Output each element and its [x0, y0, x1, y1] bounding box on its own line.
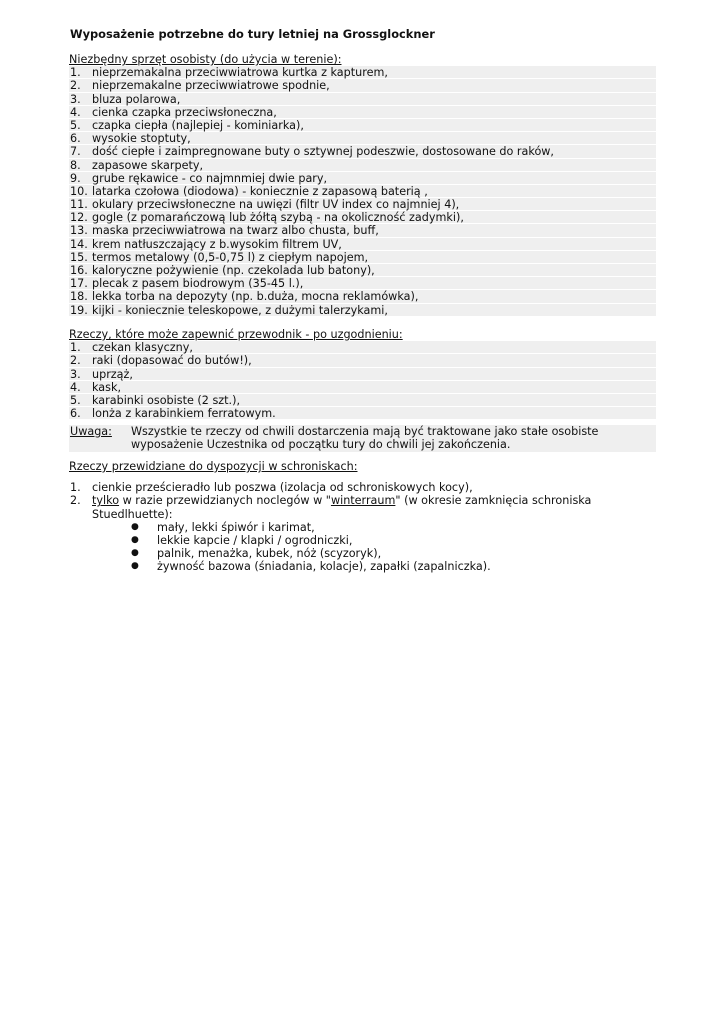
note-line-1: Wszystkie te rzeczy od chwili dostarczenia mają być traktowane jako stałe osobiste	[131, 425, 599, 438]
personal-equipment-item-text: kijki - koniecznie teleskopowe, z dużymi talerzykami,	[92, 303, 388, 317]
personal-equipment-item	[69, 159, 656, 172]
personal-equipment-item-number: 13.	[70, 224, 88, 238]
winterraum-bullet-item	[131, 560, 656, 573]
personal-equipment-list	[69, 66, 656, 317]
guide-equipment-list	[69, 341, 656, 420]
personal-equipment-item-number: 11.	[70, 198, 88, 212]
note-line-2: wyposażenie Uczestnika od początku tury do chwili jej zakończenia.	[131, 438, 511, 452]
hut-item-2	[69, 494, 656, 520]
guide-equipment-item-text: karabinki osobiste (2 szt.),	[92, 393, 241, 407]
hut-item-2-emphasis: tylko	[92, 494, 120, 508]
personal-equipment-item-number: 7.	[70, 145, 81, 159]
guide-equipment-item-text: raki (dopasować do butów!),	[92, 354, 252, 368]
personal-equipment-item-number: 18.	[70, 290, 88, 304]
personal-equipment-item-text: czapka ciepła (najlepiej - kominiarka),	[92, 118, 304, 132]
personal-equipment-section	[69, 53, 656, 317]
guide-equipment-item-text: lonża z karabinkiem ferratowym.	[92, 407, 276, 421]
personal-equipment-item-number: 5.	[70, 118, 81, 132]
personal-equipment-item-number: 14.	[70, 237, 88, 251]
personal-equipment-item	[69, 132, 656, 145]
personal-equipment-item	[69, 304, 656, 317]
personal-equipment-item-number: 10.	[70, 184, 88, 198]
hut-equipment-heading: Rzeczy przewidziane do dyspozycji w schroniskach:	[69, 460, 358, 473]
personal-equipment-item	[69, 79, 656, 92]
personal-equipment-item-text: bluza polarowa,	[92, 92, 181, 106]
guide-equipment-heading: Rzeczy, które może zapewnić przewodnik - po uzgodnieniu:	[69, 328, 403, 341]
bullet-dot-icon: ●	[131, 534, 139, 545]
personal-equipment-item	[69, 145, 656, 158]
hut-item-2-text-d: " (w okresie zamknięcia schroniska Stuedlhuette):	[92, 494, 592, 521]
hut-item-1-text: cienkie prześcieradło lub poszwa (izolacja od schroniskowych kocy),	[92, 481, 473, 495]
personal-equipment-item-number: 6.	[70, 132, 81, 146]
personal-equipment-item-number: 15.	[70, 250, 88, 264]
guide-equipment-item-text: uprząż,	[92, 367, 133, 381]
guide-equipment-item	[69, 368, 656, 381]
personal-equipment-item	[69, 290, 656, 303]
hut-equipment-section	[69, 460, 656, 574]
personal-equipment-item	[69, 66, 656, 79]
personal-equipment-item-text: latarka czołowa (diodowa) - koniecznie z zapasową baterią ,	[92, 184, 428, 198]
guide-equipment-section	[69, 328, 656, 420]
personal-equipment-item-text: plecak z pasem biodrowym (35-45 l.),	[92, 277, 304, 291]
note-label: Uwaga:	[70, 425, 112, 438]
guide-equipment-item-text: kask,	[92, 380, 122, 394]
personal-equipment-item-number: 4.	[70, 105, 81, 119]
personal-equipment-heading: Niezbędny sprzęt osobisty (do użycia w terenie):	[69, 53, 342, 66]
personal-equipment-item-text: kaloryczne pożywienie (np. czekolada lub batony),	[92, 264, 375, 277]
personal-equipment-item	[69, 185, 656, 198]
bullet-dot-icon: ●	[131, 521, 139, 532]
personal-equipment-item-number: 17.	[70, 277, 88, 291]
personal-equipment-item-text: grube rękawice - co najmnmiej dwie pary,	[92, 171, 328, 185]
note-block	[69, 425, 656, 452]
personal-equipment-item-text: nieprzemakalna przeciwwiatrowa kurtka z kapturem,	[92, 66, 388, 80]
winterraum-bullet-text: palnik, menażka, kubek, nóż (scyzoryk),	[157, 547, 382, 561]
guide-equipment-item	[69, 354, 656, 367]
winterraum-bullet-text: żywność bazowa (śniadania, kolacje), zapałki (zapalniczka).	[157, 560, 491, 574]
personal-equipment-item	[69, 198, 656, 211]
winterraum-bullet-text: lekkie kapcie / klapki / ogrodniczki,	[157, 533, 353, 547]
personal-equipment-item	[69, 224, 656, 237]
hut-item-1	[69, 481, 656, 494]
personal-equipment-item-number: 12.	[70, 211, 88, 225]
personal-equipment-item-number: 9.	[70, 171, 81, 185]
guide-equipment-item	[69, 381, 656, 394]
guide-equipment-item-number: 1.	[70, 341, 81, 355]
personal-equipment-item-number: 3.	[70, 92, 81, 106]
personal-equipment-item-text: okulary przeciwsłoneczne na uwięzi (filtr UV index co najmniej 4),	[92, 198, 460, 212]
personal-equipment-item	[69, 106, 656, 119]
winterraum-bullet-list	[131, 521, 656, 574]
personal-equipment-item-text: maska przeciwwiatrowa na twarz albo chusta, buff,	[92, 224, 379, 238]
personal-equipment-item-text: termos metalowy (0,5-0,75 l) z ciepłym napojem,	[92, 250, 369, 264]
personal-equipment-item-text: dość ciepłe i zaimpregnowane buty o sztywnej podeszwie, dostosowane do raków,	[92, 145, 554, 159]
guide-equipment-item-text: czekan klasyczny,	[92, 341, 193, 355]
document-title: Wyposażenie potrzebne do tury letniej na Grossglockner	[70, 27, 435, 41]
personal-equipment-item-text: zapasowe skarpety,	[92, 158, 204, 172]
guide-equipment-item-number: 6.	[70, 407, 81, 421]
personal-equipment-item	[69, 172, 656, 185]
personal-equipment-item-text: lekka torba na depozyty (np. b.duża, mocna reklamówka),	[92, 290, 419, 304]
guide-equipment-item-number: 4.	[70, 380, 81, 394]
bullet-dot-icon: ●	[131, 548, 139, 559]
personal-equipment-item-number: 2.	[70, 79, 81, 93]
guide-equipment-item	[69, 394, 656, 407]
hut-item-2-number: 2.	[70, 494, 81, 508]
guide-equipment-item	[69, 341, 656, 354]
hut-item-2-text-b: w razie przewidzianych noclegów w "	[119, 494, 331, 508]
personal-equipment-item	[69, 119, 656, 132]
bullet-dot-icon: ●	[131, 561, 139, 572]
personal-equipment-item-number: 8.	[70, 158, 81, 172]
guide-equipment-item-number: 5.	[70, 393, 81, 407]
winterraum-term: winterraum	[330, 494, 396, 508]
guide-equipment-item	[69, 407, 656, 420]
personal-equipment-item-text: cienka czapka przeciwsłoneczna,	[92, 105, 277, 119]
personal-equipment-item-text: wysokie stoptuty,	[92, 132, 191, 146]
winterraum-bullet-text: mały, lekki śpiwór i karimat,	[157, 520, 315, 534]
guide-equipment-item-number: 2.	[70, 354, 81, 368]
hut-item-2-text	[92, 494, 632, 520]
note-body	[131, 425, 656, 452]
personal-equipment-item	[69, 251, 656, 264]
personal-equipment-item-number: 16.	[70, 264, 88, 277]
personal-equipment-item-text: krem natłuszczający z b.wysokim filtrem UV,	[92, 237, 342, 251]
personal-equipment-item	[69, 211, 656, 224]
personal-equipment-item-text: gogle (z pomarańczową lub żółtą szybą - na okoliczność zadymki),	[92, 211, 464, 225]
winterraum-bullet-item	[131, 534, 656, 547]
personal-equipment-item	[69, 264, 656, 277]
personal-equipment-item	[69, 93, 656, 106]
personal-equipment-item	[69, 277, 656, 290]
winterraum-bullet-item	[131, 547, 656, 560]
personal-equipment-item-number: 1.	[70, 66, 81, 80]
personal-equipment-item	[69, 238, 656, 251]
personal-equipment-item-text: nieprzemakalne przeciwwiatrowe spodnie,	[92, 79, 330, 93]
winterraum-bullet-item	[131, 521, 656, 534]
personal-equipment-item-number: 19.	[70, 303, 88, 317]
guide-equipment-item-number: 3.	[70, 367, 81, 381]
hut-item-1-number: 1.	[70, 481, 81, 495]
